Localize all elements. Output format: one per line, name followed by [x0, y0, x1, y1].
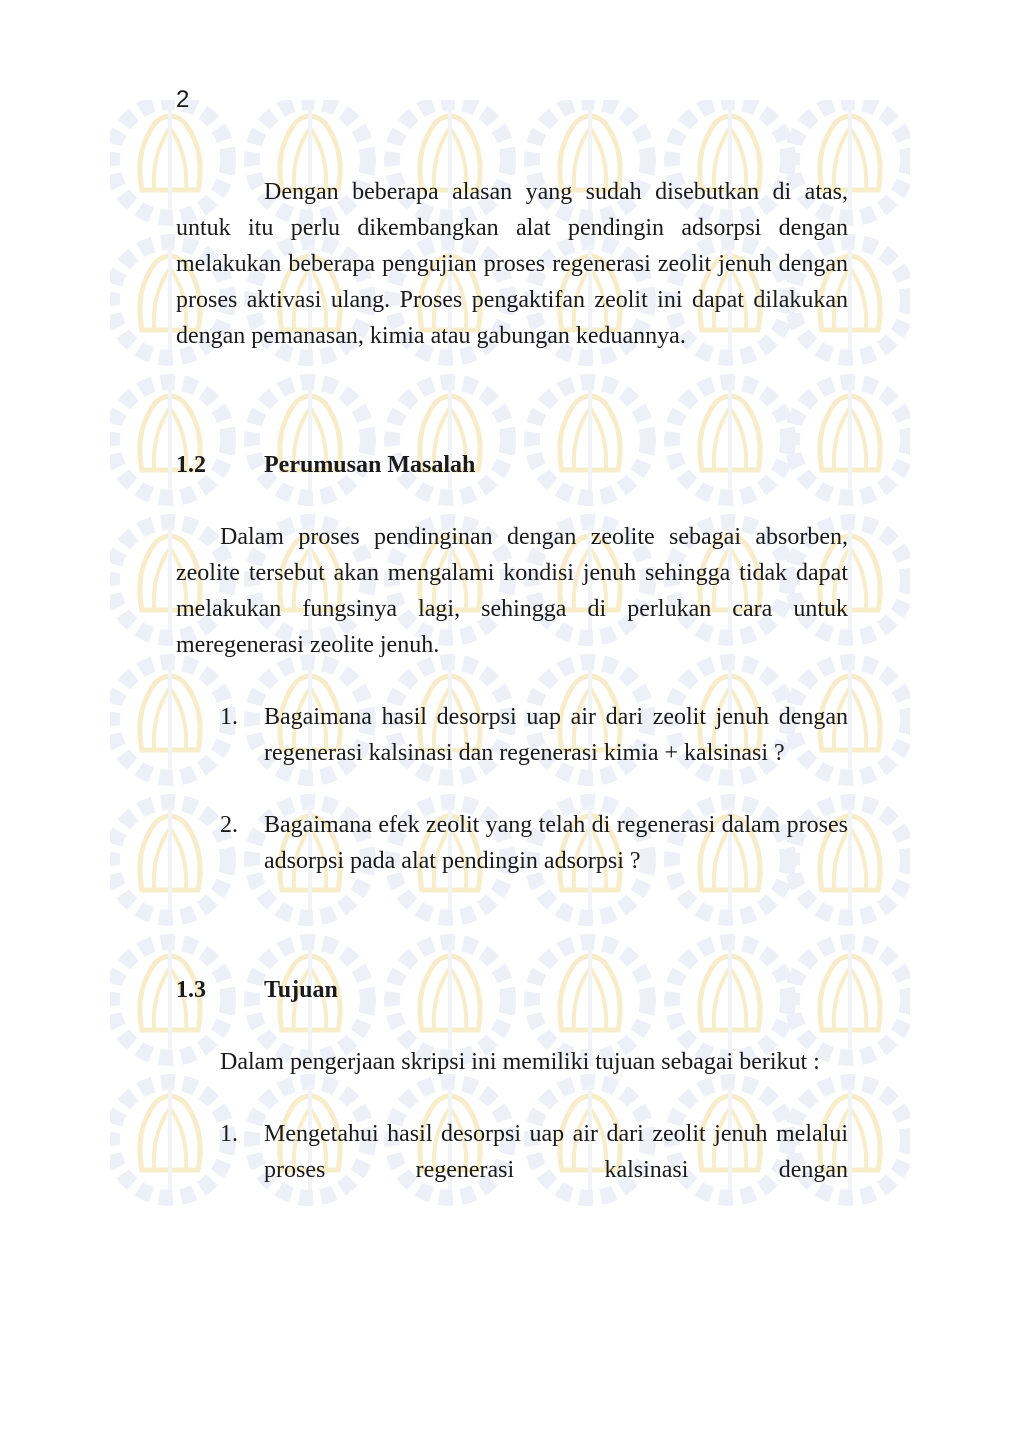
objective-list-item — [176, 1116, 848, 1188]
section-heading-perumusan-masalah — [176, 447, 848, 483]
problem-paragraph: Dalam proses pendinginan dengan zeolite sebagai absorben, zeolite tersebut akan mengalami kondisi jenuh sehingga tidak dapat melakukan fungsinya lagi, sehingga di perlukan cara untuk meregenerasi zeolite jenuh. — [176, 524, 848, 658]
section-number: 1.2 — [176, 452, 206, 478]
list-text: Bagaimana efek zeolit yang telah di regenerasi dalam proses adsorpsi pada alat pendingin adsorpsi ? — [264, 812, 848, 874]
list-text: Bagaimana hasil desorpsi uap air dari zeolit jenuh dengan regenerasi kalsinasi dan regenerasi kimia + kalsinasi ? — [264, 704, 848, 766]
list-number: 2. — [220, 812, 238, 838]
section-title: Perumusan Masalah — [264, 452, 476, 478]
document-body — [176, 174, 848, 1188]
list-text: Mengetahui hasil desorpsi uap air dari zeolit jenuh melalui proses regenerasi kalsinasi dengan — [264, 1121, 848, 1183]
section-number: 1.3 — [176, 977, 206, 1003]
section-title: Tujuan — [264, 977, 338, 1003]
list-number: 1. — [220, 1121, 238, 1147]
problem-list-item — [176, 699, 848, 771]
problem-list-item — [176, 807, 848, 879]
list-number: 1. — [220, 704, 238, 730]
objective-paragraph: Dalam pengerjaan skripsi ini memiliki tujuan sebagai berikut : — [220, 1049, 820, 1075]
intro-paragraph: Dengan beberapa alasan yang sudah disebutkan di atas, untuk itu perlu dikembangkan alat pendingin adsorpsi dengan melakukan beberapa pengujian proses regenerasi zeolit jenuh dengan proses aktivasi ulang. Proses pengaktifan zeolit ini dapat dilakukan dengan pemanasan, kimia atau gabungan keduannya. — [176, 179, 848, 349]
section-heading-tujuan — [176, 972, 848, 1008]
page-number: 2 — [176, 86, 190, 113]
